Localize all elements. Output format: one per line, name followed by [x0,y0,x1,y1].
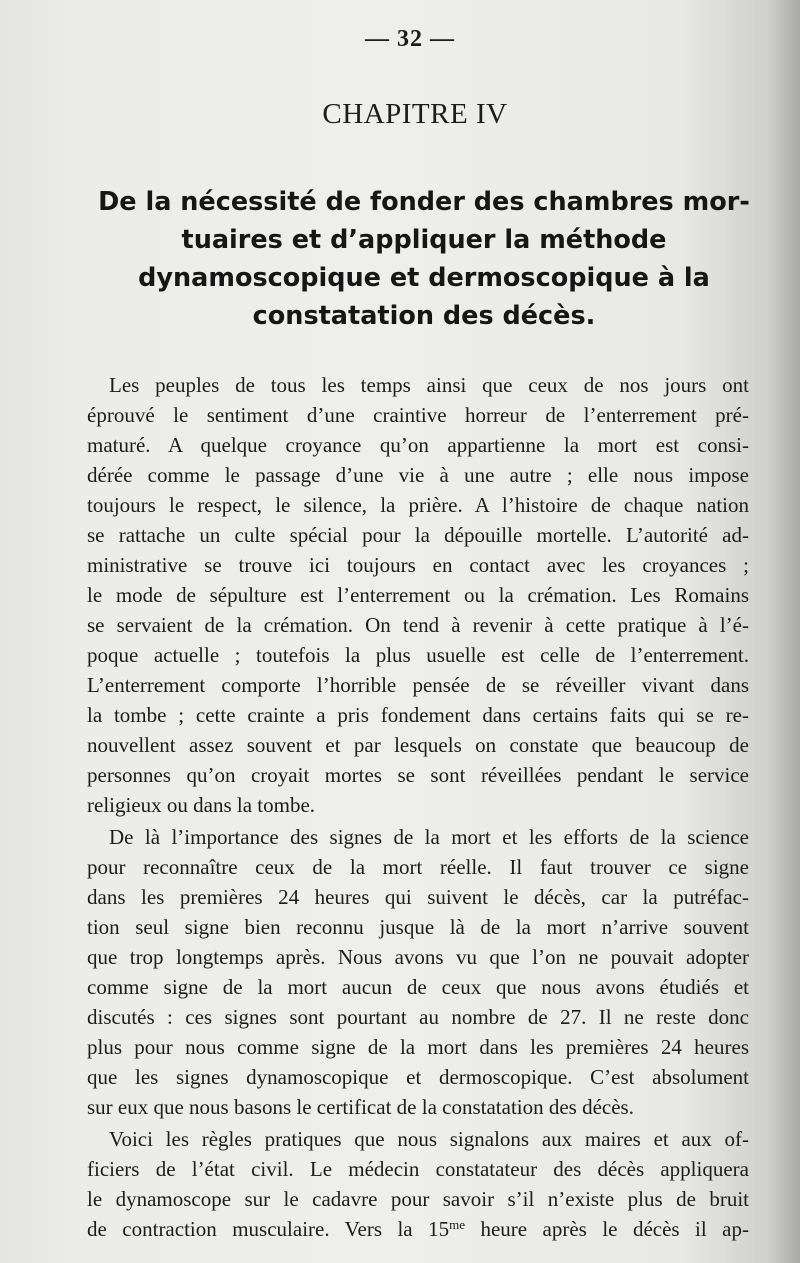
text-line: personnes qu’on croyait mortes se sont réveillées pendant le service [87,763,749,787]
text-line: maturé. A quelque croyance qu’on appartienne la mort est consi- [87,433,749,457]
text-line: que trop longtemps après. Nous avons vu que l’on ne pouvait adopter [87,945,749,969]
text-line: religieux ou dans la tombe. [87,793,316,817]
text-line: le mode de sépulture est l’enterrement ou la crémation. Les Romains [87,583,749,607]
text-line: la tombe ; cette crainte a pris fondement dans certains faits qui se re- [87,703,749,727]
chapter-title-line: dynamoscopique et dermoscopique à la [138,263,710,293]
text-fragment: heure après le décès il ap- [464,1217,749,1241]
chapter-title [88,183,760,335]
chapter-title-line: constatation des décès. [252,301,596,331]
text-line: dérée comme le passage d’une vie à une autre ; elle nous impose [87,463,749,487]
superscript: me [449,1217,465,1232]
text-line: éprouvé le sentiment d’une craintive horreur de l’enterrement pré- [87,403,749,427]
text-line: Voici les règles pratiques que nous signalons aux maires et aux of- [109,1127,749,1151]
text-line: que les signes dynamoscopique et dermoscopique. C’est absolument [87,1065,749,1089]
text-line: De là l’importance des signes de la mort et les efforts de la science [109,825,749,849]
text-line: comme signe de la mort aucun de ceux que nous avons étudiés et [87,975,749,999]
text-line: dans les premières 24 heures qui suivent le décès, car la putréfac- [87,885,749,909]
text-line: tion seul signe bien reconnu jusque là de la mort n’arrive souvent [87,915,749,939]
text-line: L’enterrement comporte l’horrible pensée de se réveiller vivant dans [87,673,749,697]
text-line: ficiers de l’état civil. Le médecin constatateur des décès appliquera [87,1157,749,1181]
chapter-heading: CHAPITRE IV [322,98,508,130]
text-line: plus pour nous comme signe de la mort dans les premières 24 heures [87,1035,749,1059]
text-line: nouvellent assez souvent et par lesquels on constate que beaucoup de [87,733,749,757]
page-number: — 32 — [365,26,455,52]
text-line: se servaient de la crémation. On tend à revenir à cette pratique à l’é- [87,613,749,637]
text-line: le dynamoscope sur le cadavre pour savoir s’il n’existe plus de bruit [87,1187,749,1211]
text-line [87,1214,749,1244]
chapter-title-line: tuaires et d’appliquer la méthode [181,225,667,255]
text-line: poque actuelle ; toutefois la plus usuelle est celle de l’enterrement. [87,643,749,667]
text-fragment: de contraction musculaire. Vers la 15 [87,1217,450,1241]
text-line: discutés : ces signes sont pourtant au nombre de 27. Il ne reste donc [87,1005,749,1029]
text-line: Les peuples de tous les temps ainsi que ceux de nos jours ont [109,373,749,397]
text-line: se rattache un culte spécial pour la dépouille mortelle. L’autorité ad- [87,523,749,547]
body-text [87,370,749,1244]
text-line: toujours le respect, le silence, la prière. A l’histoire de chaque nation [87,493,749,517]
text-line: pour reconnaître ceux de la mort réelle. Il faut trouver ce signe [87,855,749,879]
chapter-title-line: De la nécessité de fonder des chambres mor- [98,187,750,217]
text-line: ministrative se trouve ici toujours en contact avec les croyances ; [87,553,749,577]
text-line: sur eux que nous basons le certificat de la constatation des décès. [87,1095,634,1119]
